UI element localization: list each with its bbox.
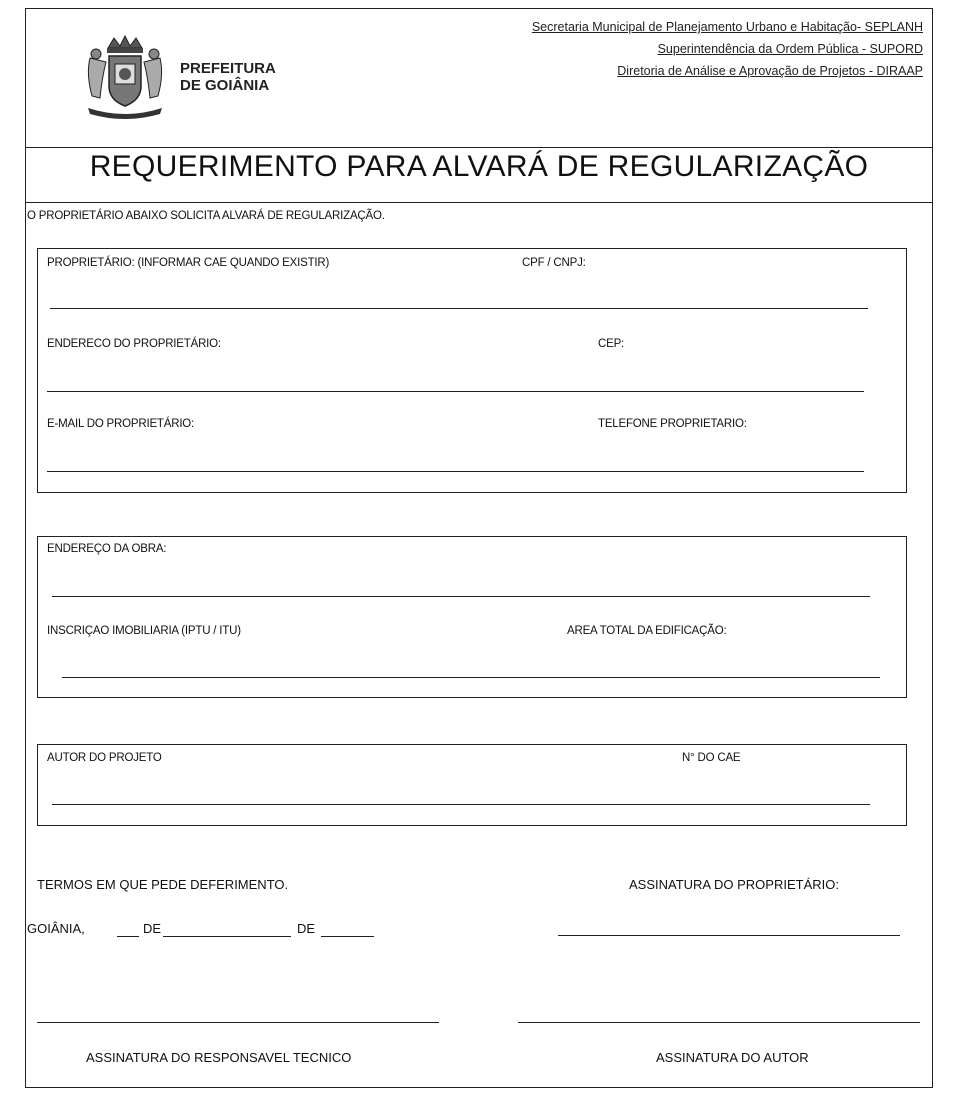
- owner-address-input-line[interactable]: [47, 391, 864, 392]
- tech-signature-line[interactable]: [37, 1022, 439, 1023]
- logo-text-line1: PREFEITURA: [180, 60, 276, 77]
- terms-text: TERMOS EM QUE PEDE DEFERIMENTO.: [37, 877, 289, 892]
- cep-label: CEP:: [598, 338, 625, 350]
- date-day-line[interactable]: [117, 936, 139, 937]
- form-title: REQUERIMENTO PARA ALVARÁ DE REGULARIZAÇÃO: [89, 150, 869, 183]
- total-area-label: AREA TOTAL DA EDIFICAÇÃO:: [567, 625, 727, 637]
- property-registration-label: INSCRIÇAO IMOBILIARIA (IPTU / ITU): [47, 625, 241, 637]
- author-section-box: [37, 744, 907, 826]
- registration-input-line[interactable]: [62, 677, 880, 678]
- department-superintendence: Superintendência da Ordem Pública - SUPORD: [657, 42, 923, 56]
- work-address-label: ENDEREÇO DA OBRA:: [47, 543, 167, 555]
- date-city-label: GOIÂNIA,: [27, 921, 85, 936]
- owner-section-box: [37, 248, 907, 493]
- owner-address-label: ENDERECO DO PROPRIETÁRIO:: [47, 338, 221, 350]
- owner-email-label: E-MAIL DO PROPRIETÁRIO:: [47, 418, 195, 430]
- date-de-1: DE: [143, 921, 162, 936]
- owner-signature-label: ASSINATURA DO PROPRIETÁRIO:: [629, 877, 839, 892]
- department-secretariat: Secretaria Municipal de Planejamento Urbano e Habitação- SEPLANH: [531, 20, 923, 34]
- owner-phone-label: TELEFONE PROPRIETARIO:: [598, 418, 747, 430]
- tech-signature-label: ASSINATURA DO RESPONSAVEL TECNICO: [86, 1050, 352, 1065]
- author-signature-line[interactable]: [518, 1022, 920, 1023]
- department-directorate: Diretoria de Análise e Aprovação de Projetos - DIRAAP: [617, 64, 923, 78]
- owner-input-line[interactable]: [50, 308, 868, 309]
- cpf-cnpj-label: CPF / CNPJ:: [522, 257, 586, 269]
- author-input-line[interactable]: [52, 804, 870, 805]
- date-year-line[interactable]: [321, 936, 374, 937]
- title-divider: [25, 202, 933, 203]
- logo-text-line2: DE GOIÂNIA: [180, 77, 270, 94]
- work-section-box: [37, 536, 907, 698]
- author-signature-label: ASSINATURA DO AUTOR: [656, 1050, 809, 1065]
- work-address-input-line[interactable]: [52, 596, 870, 597]
- date-de-2: DE: [297, 921, 316, 936]
- owner-label: PROPRIETÁRIO: (INFORMAR CAE QUANDO EXISTIR): [47, 257, 330, 269]
- header-divider: [25, 147, 933, 148]
- date-month-line[interactable]: [163, 936, 291, 937]
- owner-email-input-line[interactable]: [47, 471, 864, 472]
- project-author-label: AUTOR DO PROJETO: [47, 752, 162, 764]
- city-coat-of-arms-logo: [80, 34, 170, 122]
- owner-signature-line[interactable]: [558, 935, 900, 936]
- intro-text: O PROPRIETÁRIO ABAIXO SOLICITA ALVARÁ DE REGULARIZAÇÃO.: [27, 210, 385, 222]
- cae-number-label: N° DO CAE: [682, 752, 741, 764]
